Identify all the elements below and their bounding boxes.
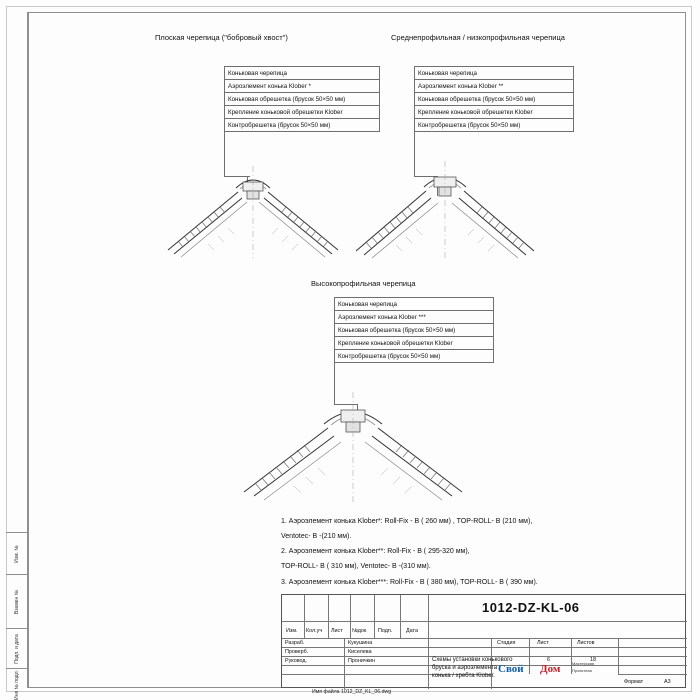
left-cell-podp-label: Подп. и дата [14, 633, 20, 664]
callout-row [335, 350, 493, 363]
callout-text: Коньковая черепица [228, 69, 287, 77]
callout-row [335, 337, 493, 350]
stage-value-listov: 18 [590, 657, 596, 663]
diagram-mid-title: Среднепрофильная / низкопрофильная черепица [391, 33, 565, 42]
drawing-title-line-3: конька / хребта Klober. [432, 673, 495, 679]
callout-table-mid [414, 66, 574, 132]
callout-text: Аэроэлемент конька Klober *** [338, 313, 426, 321]
callout-row [225, 67, 379, 80]
left-cell-izm [6, 532, 28, 574]
format-label: Формат [624, 679, 644, 685]
left-cell-inv [6, 668, 28, 700]
callout-row [415, 80, 573, 93]
role-name-razrab: Кукушина [348, 640, 373, 646]
note-line-3: 2. Аэроэлемент конька Klober**: Roll-Fix - B ( 295-320 мм), [281, 548, 470, 555]
company-logo-sub2: Проектная [572, 668, 592, 673]
callout-row [415, 93, 573, 106]
callout-text: Коньковая обрешетка (брусок 50×50 мм) [418, 95, 536, 103]
stage-value-list: 6 [547, 657, 550, 663]
role-label-prover: Проверб. [285, 649, 309, 655]
callout-text: Аэроэлемент конька Klober ** [418, 82, 504, 90]
callout-row [415, 106, 573, 119]
note-line-5: 3. Аэроэлемент конька Klober***: Roll-Fix - B ( 380 мм), TOP-ROLL- B ( 390 мм). [281, 579, 538, 586]
stage-header-listov: Листов [577, 640, 595, 646]
callout-text: Аэроэлемент конька Klober * [228, 82, 311, 90]
callout-text: Контробрешетка (брусок 50×50 мм) [228, 121, 331, 129]
callout-text: Контробрешетка (брусок 50×50 мм) [338, 352, 441, 360]
callout-text: Крепление коньковой обрешетки Klober [338, 339, 453, 347]
callout-row [225, 93, 379, 106]
callout-text: Коньковая черепица [338, 300, 397, 308]
callout-text: Крепление коньковой обрешетки Klober [228, 108, 343, 116]
callout-text: Коньковая обрешетка (брусок 50×50 мм) [338, 326, 456, 334]
diagram-high-title: Высокопрофильная черепица [311, 279, 416, 288]
format-value: А3 [664, 679, 671, 685]
callout-table-flat [224, 66, 380, 132]
left-cell-vzamen [6, 574, 28, 628]
callout-row [225, 106, 379, 119]
callout-row [415, 67, 573, 80]
rev-header-ndok: №док [352, 628, 367, 634]
rev-header-izm: Изм. [286, 628, 298, 634]
company-logo-sub1: Мастерская [572, 661, 595, 666]
left-cell-podp [6, 628, 28, 668]
role-label-rukovod: Руковод. [285, 658, 308, 664]
callout-text: Коньковая черепица [418, 69, 477, 77]
left-cell-izm-label: Изм. № [14, 544, 20, 563]
ridge-detail-high-drawing [228, 382, 478, 502]
company-logo-part1: Свой [498, 663, 524, 675]
ridge-detail-flat-drawing [148, 158, 358, 258]
rev-header-podp: Подп. [378, 628, 393, 634]
ridge-detail-mid-drawing [338, 155, 553, 260]
rev-header-koluch: Кол.уч [306, 628, 323, 634]
left-cell-vzamen-label: Взамен № [14, 589, 20, 614]
note-line-4: TOP-ROLL- B ( 310 мм), Ventotec- B -(310 мм). [281, 563, 431, 570]
callout-row [335, 311, 493, 324]
callout-table-high [334, 297, 494, 363]
rev-header-data: Дата [406, 628, 418, 634]
company-logo-part2: Дом [540, 663, 561, 675]
callout-row [415, 119, 573, 132]
drawing-title-line-2: бруска и аэроэлемента [432, 665, 498, 671]
callout-row [225, 119, 379, 132]
stage-header-stadia: Стадия [497, 640, 516, 646]
callout-row [335, 324, 493, 337]
drawing-title-line-1: Схемы установки конькового [432, 657, 513, 663]
callout-text: Коньковая обрешетка (брусок 50×50 мм) [228, 95, 346, 103]
callout-text: Контробрешетка (брусок 50×50 мм) [418, 121, 521, 129]
file-name-note: Имя файла 1012_DZ_KL_06.dwg [312, 689, 392, 695]
diagram-flat-title: Плоская черепица ("бобровый хвост") [155, 33, 288, 42]
callout-row [225, 80, 379, 93]
drawing-number: 1012-DZ-KL-06 [482, 600, 580, 615]
callout-row [335, 298, 493, 311]
role-label-razrab: Разраб. [285, 640, 305, 646]
left-stamp-column [6, 12, 28, 700]
stage-header-list: Лист [537, 640, 549, 646]
callout-text: Крепление коньковой обрешетки Klober [418, 108, 533, 116]
note-line-2: Ventotec- B -(210 мм). [281, 533, 352, 540]
role-name-rukovod: Проничкин [348, 658, 376, 664]
note-line-1: 1. Аэроэлемент конька Klober*: Roll-Fix - B ( 260 мм) , TOP-ROLL- B (210 мм), [281, 518, 533, 525]
title-block [281, 594, 686, 688]
rev-header-list: Лист [331, 628, 343, 634]
left-cell-inv-label: Инв № подл. [14, 669, 20, 700]
role-name-prover: Киселева [348, 649, 372, 655]
